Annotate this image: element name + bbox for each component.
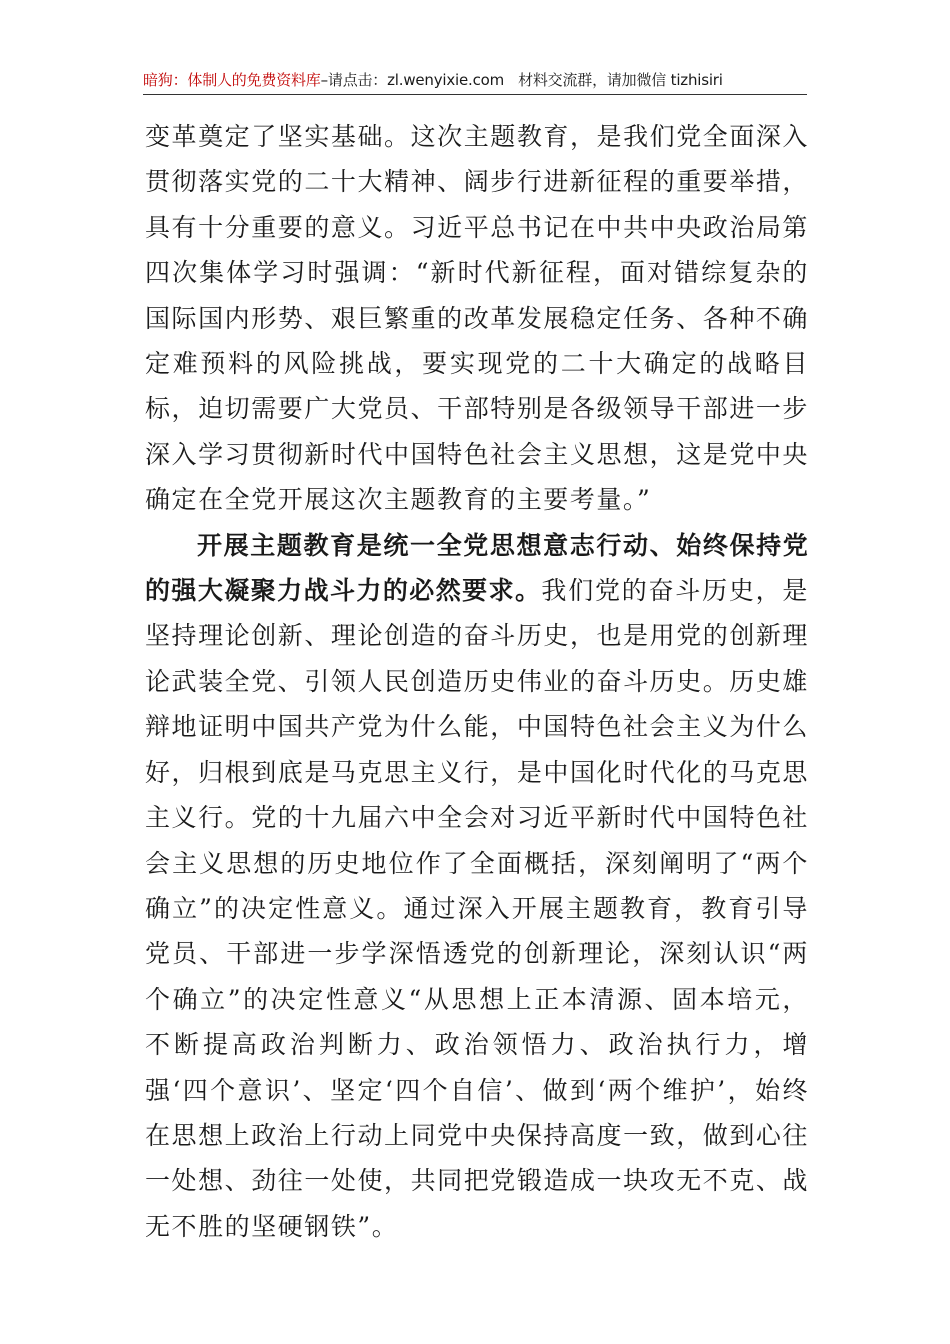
paragraph-2-lead: 开展主题教育是统一全党思想意志行动、始终保持党的强大凝聚力战斗力的必然要求。 (145, 530, 809, 606)
paragraph-2-text: 我们党的奋斗历史，是坚持理论创新、理论创造的奋斗历史，也是用党的创新理论武装全党、引领人民创造历史伟业的奋斗历史。历史雄辩地证明中国共产党为什么能，中国特色社会主义为什么好，归根到底是马克思主义行，是中国化时代化的马克思主义行。党的十九届六中全会对习近平新时代中国特色社会主义思想的历史地位作了全面概括，深刻阐明了“两个确立”的决定性意义。通过深入开展主题教育，教育引导党员、干部进一步学深悟透党的创新理论，深刻认识“两个确立”的决定性意义“从思想上正本清源、固本培元，不断提高政治判断力、政治领悟力、政治执行力，增强‘四个意识’、坚定‘四个自信’、做到‘两个维护’，始终在思想上政治上行动上同党中央保持高度一致，做到心往一处想、劲往一处使，共同把党锻造成一块攻无不克、战无不胜的坚硬钢铁”。 (145, 576, 809, 1241)
header-url-link[interactable]: zl.wenyixie.com (387, 71, 505, 89)
paragraph-2 (145, 523, 809, 1250)
paragraph-1 (145, 114, 809, 523)
header-brand: 暗狗：体制人的免费资料库 (143, 71, 321, 89)
header-link-label: –请点击： (320, 71, 388, 89)
page-header (143, 66, 807, 95)
document-body (145, 114, 809, 1249)
paragraph-1-text: 变革奠定了坚实基础。这次主题教育，是我们党全面深入贯彻落实党的二十大精神、阔步行进新征程的重要举措，具有十分重要的意义。习近平总书记在中共中央政治局第四次集体学习时强调：“新时代新征程，面对错综复杂的国际国内形势、艰巨繁重的改革发展稳定任务、各种不确定难预料的风险挑战，要实现党的二十大确定的战略目标，迫切需要广大党员、干部特别是各级领导干部进一步深入学习贯彻新时代中国特色社会主义思想，这是党中央确定在全党开展这次主题教育的主要考量。” (145, 122, 809, 515)
header-contact: 材料交流群，请加微信 tizhisiri (518, 71, 723, 89)
